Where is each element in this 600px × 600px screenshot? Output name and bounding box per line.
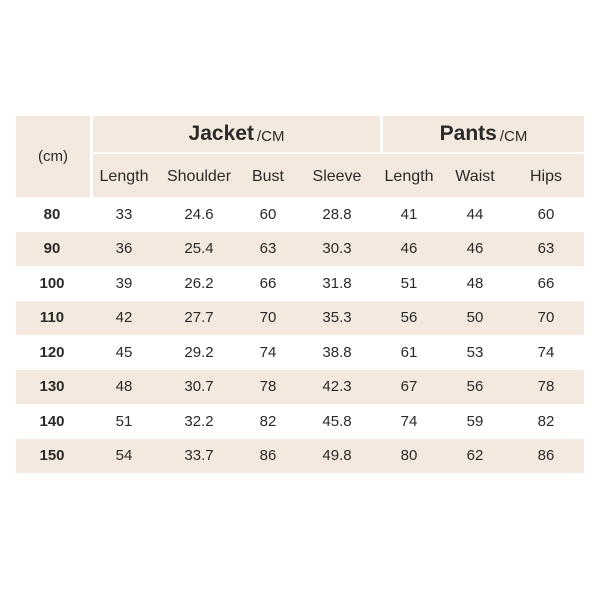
measurement-cell: 78 (259, 378, 277, 396)
measurement-cell: 62 (466, 447, 484, 465)
column-header: Length (384, 167, 434, 185)
pants-unit: /CM (499, 127, 528, 145)
measurement-cell: 49.8 (322, 447, 352, 465)
table-row (16, 404, 584, 439)
measurement-cell: 78 (537, 378, 555, 396)
measurement-cell: 66 (537, 274, 555, 292)
measurement-cell: 42 (115, 309, 133, 327)
measurement-cell: 82 (259, 412, 277, 430)
column-headers (16, 156, 584, 197)
measurement-cell: 67 (400, 378, 418, 396)
measurement-cell: 36 (115, 240, 133, 258)
column-header: Bust (251, 167, 284, 185)
measurement-cell: 30.7 (184, 378, 214, 396)
measurement-cell: 60 (537, 205, 555, 223)
measurement-cell: 24.6 (184, 205, 214, 223)
size-column-header: (cm) (38, 148, 68, 165)
table-row (16, 266, 584, 301)
measurement-cell: 33.7 (184, 447, 214, 465)
measurement-cell: 59 (466, 412, 484, 430)
pants-group-header (383, 116, 584, 154)
measurement-cell: 38.8 (322, 343, 352, 361)
measurement-cell: 74 (400, 412, 418, 430)
table-body (16, 197, 584, 473)
pants-title: Pants (439, 122, 497, 145)
measurement-cell: 45.8 (322, 412, 352, 430)
measurement-cell: 28.8 (322, 205, 352, 223)
measurement-cell: 54 (115, 447, 133, 465)
measurement-cell: 82 (537, 412, 555, 430)
size-cell: 140 (39, 412, 65, 430)
size-cell: 90 (43, 240, 61, 258)
table-row (16, 370, 584, 405)
measurement-cell: 32.2 (184, 412, 214, 430)
measurement-cell: 27.7 (184, 309, 214, 327)
size-cell: 100 (39, 274, 65, 292)
measurement-cell: 33 (115, 205, 133, 223)
jacket-group-header (93, 116, 380, 154)
measurement-cell: 53 (466, 343, 484, 361)
table-row (16, 232, 584, 267)
measurement-cell: 74 (537, 343, 555, 361)
measurement-cell: 66 (259, 274, 277, 292)
measurement-cell: 60 (259, 205, 277, 223)
measurement-cell: 30.3 (322, 240, 352, 258)
column-header: Shoulder (166, 167, 232, 185)
size-cell: 150 (39, 447, 65, 465)
measurement-cell: 46 (400, 240, 418, 258)
measurement-cell: 80 (400, 447, 418, 465)
table-row (16, 301, 584, 336)
measurement-cell: 35.3 (322, 309, 352, 327)
measurement-cell: 70 (259, 309, 277, 327)
table-row (16, 197, 584, 232)
column-header: Hips (529, 167, 562, 185)
table-row (16, 335, 584, 370)
column-header: Waist (455, 167, 495, 185)
measurement-cell: 86 (259, 447, 277, 465)
size-cell: 130 (39, 378, 65, 396)
measurement-cell: 86 (537, 447, 555, 465)
measurement-cell: 74 (259, 343, 277, 361)
measurement-cell: 48 (466, 274, 484, 292)
measurement-cell: 51 (115, 412, 133, 430)
measurement-cell: 44 (466, 205, 484, 223)
table-row (16, 439, 584, 474)
measurement-cell: 25.4 (184, 240, 214, 258)
measurement-cell: 48 (115, 378, 133, 396)
measurement-cell: 41 (400, 205, 418, 223)
measurement-cell: 63 (537, 240, 555, 258)
measurement-cell: 50 (466, 309, 484, 327)
size-cell: 80 (43, 205, 61, 223)
measurement-cell: 70 (537, 309, 555, 327)
measurement-cell: 45 (115, 343, 133, 361)
measurement-cell: 46 (466, 240, 484, 258)
measurement-cell: 61 (400, 343, 418, 361)
measurement-cell: 39 (115, 274, 133, 292)
size-cell: 110 (39, 309, 65, 327)
column-header: Length (99, 167, 149, 185)
column-header: Sleeve (312, 167, 362, 185)
measurement-cell: 26.2 (184, 274, 214, 292)
measurement-cell: 42.3 (322, 378, 352, 396)
jacket-unit: /CM (256, 127, 285, 145)
measurement-cell: 31.8 (322, 274, 352, 292)
table-header (16, 116, 584, 197)
measurement-cell: 56 (400, 309, 418, 327)
measurement-cell: 29.2 (184, 343, 214, 361)
size-cell: 120 (39, 343, 65, 361)
jacket-title: Jacket (188, 122, 254, 145)
size-chart-table (16, 116, 584, 473)
measurement-cell: 63 (259, 240, 277, 258)
measurement-cell: 56 (466, 378, 484, 396)
measurement-cell: 51 (400, 274, 418, 292)
